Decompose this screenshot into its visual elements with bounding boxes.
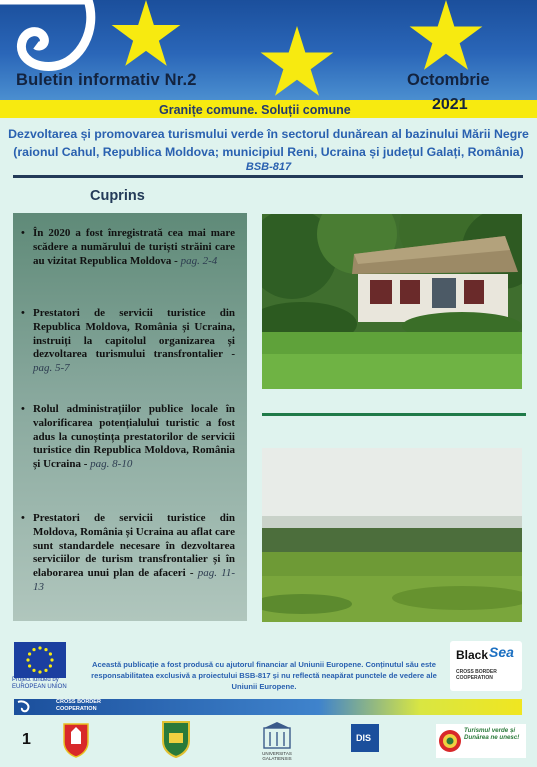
contents-box bbox=[13, 213, 247, 621]
header-banner bbox=[0, 0, 537, 118]
eu-caption-line1: Project funded by bbox=[12, 677, 59, 683]
bullet-icon: • bbox=[21, 403, 25, 415]
bullet-icon: • bbox=[21, 307, 25, 319]
divider bbox=[262, 413, 526, 416]
project-title-line2: (raionul Cahul, Republica Moldova; municipiul Reni, Ucraina și județul Galați, România) bbox=[13, 145, 524, 159]
project-code: BSB-817 bbox=[245, 161, 292, 173]
green-tourism-motto-line1: Turismul verde și bbox=[464, 727, 516, 734]
eu-caption-line2: EUROPEAN UNION bbox=[12, 684, 67, 690]
cross-border-line1: CROSS BORDER bbox=[56, 699, 101, 705]
cross-border-text bbox=[56, 699, 101, 713]
university-galati-icon bbox=[262, 722, 292, 750]
issue-month: Octombrie bbox=[407, 71, 490, 89]
star-icon bbox=[256, 26, 338, 98]
toc-item-text: Prestatori de servicii turistice din Republica Moldova, România și Ucraina, instruiți la capitolul organizarea și dezvoltarea turismului transfrontalier bbox=[33, 307, 235, 361]
page-number: 1 bbox=[22, 731, 31, 748]
project-title bbox=[0, 125, 537, 161]
dis-logo-text: DIS bbox=[356, 733, 372, 743]
cahul-coat-of-arms-icon bbox=[62, 722, 90, 758]
toc-item-pages: pag. 5-7 bbox=[33, 362, 70, 375]
issue-year: 2021 bbox=[432, 96, 468, 113]
field-photo bbox=[262, 448, 522, 622]
toc-item-text: Rolul administrațiilor publice locale în valorificarea potențialului turistic a fost adus la cunoștința prestatorilor de servicii turistice din Republica Moldova, România și Ucraina bbox=[33, 403, 235, 471]
green-tourism-motto bbox=[464, 727, 519, 741]
swirl-logo-icon bbox=[0, 0, 100, 80]
house-photo bbox=[262, 214, 522, 389]
divider bbox=[13, 175, 523, 178]
swirl-small-icon bbox=[16, 700, 38, 714]
toc-item-pages: pag. 8-10 bbox=[90, 458, 133, 471]
black-sea-logo-black: Black bbox=[456, 648, 489, 662]
black-sea-logo-sub: CROSS BORDER COOPERATION bbox=[456, 669, 497, 681]
toc-item: • Rolul administrațiilor publice locale în valorificarea potențialului turistic a fost adus la cunoștința prestatorilor de servicii turistice din Republica Moldova, România și Ucraina - pag. 8-10 bbox=[21, 403, 235, 471]
reni-coat-of-arms-icon bbox=[160, 719, 192, 759]
eu-caption bbox=[12, 677, 72, 691]
eu-flag-icon bbox=[14, 642, 66, 678]
toc-item-pages: pag. 2-4 bbox=[180, 254, 218, 267]
university-label: UNIVERSITAS GALATIENSIS bbox=[262, 751, 292, 761]
toc-item-text: Prestatori de servicii turistice din Moldova, România și Ucraina au aflat care sunt standardele necesare în dezvoltarea serviciilor de turism transfrontalier și în elaborarea unui plan de afaceri bbox=[33, 512, 235, 580]
toc-item: • Prestatori de servicii turistice din Moldova, România și Ucraina au aflat care sunt standardele necesare în dezvoltarea serviciilor de turism transfrontalier și în elaborarea unui plan de afaceri - pag. 11-13 bbox=[21, 512, 235, 593]
cross-border-line2: COOPERATION bbox=[56, 706, 97, 712]
project-title-line1: Dezvoltarea și promovarea turismului verde în sectorul dunărean al bazinului Mării Negre bbox=[8, 127, 529, 141]
slogan: Granițe comune. Soluții comune bbox=[159, 103, 351, 117]
toc-item: • Prestatori de servicii turistice din Republica Moldova, România și Ucraina, instruiți la capitolul organizarea și dezvoltarea turismului transfrontalier - pag. 5-7 bbox=[21, 307, 235, 375]
toc-item-pages: pag. 11-13 bbox=[33, 567, 235, 593]
black-sea-logo-sea: Sea bbox=[489, 644, 514, 660]
star-icon bbox=[106, 0, 186, 68]
contents-heading: Cuprins bbox=[90, 188, 145, 204]
toc-item: • În 2020 a fost înregistrată cea mai mare scădere a numărului de turiști străini care au vizitat Republica Moldova - pag. 2-4 bbox=[21, 227, 235, 267]
star-icon bbox=[405, 0, 487, 72]
eu-disclaimer: Această publicație a fost produsă cu ajutorul financiar al Uniunii Europene. Conținutul său este responsabilitatea exclusivă a proiectului BSB-817 și nu reflectă neapărat punctele de vedere ale Uniunii Europene. bbox=[91, 660, 437, 691]
toc-item-text: În 2020 a fost înregistrată cea mai mare scădere a numărului de turiști străini care au vizitat Republica Moldova bbox=[33, 227, 235, 267]
green-tourism-motto-line2: Dunărea ne unesc! bbox=[464, 734, 520, 741]
bulletin-title: Buletin informativ Nr.2 bbox=[16, 71, 197, 89]
bullet-icon: • bbox=[21, 512, 25, 524]
green-tourism-emblem-icon bbox=[438, 727, 462, 755]
bullet-icon: • bbox=[21, 227, 25, 239]
